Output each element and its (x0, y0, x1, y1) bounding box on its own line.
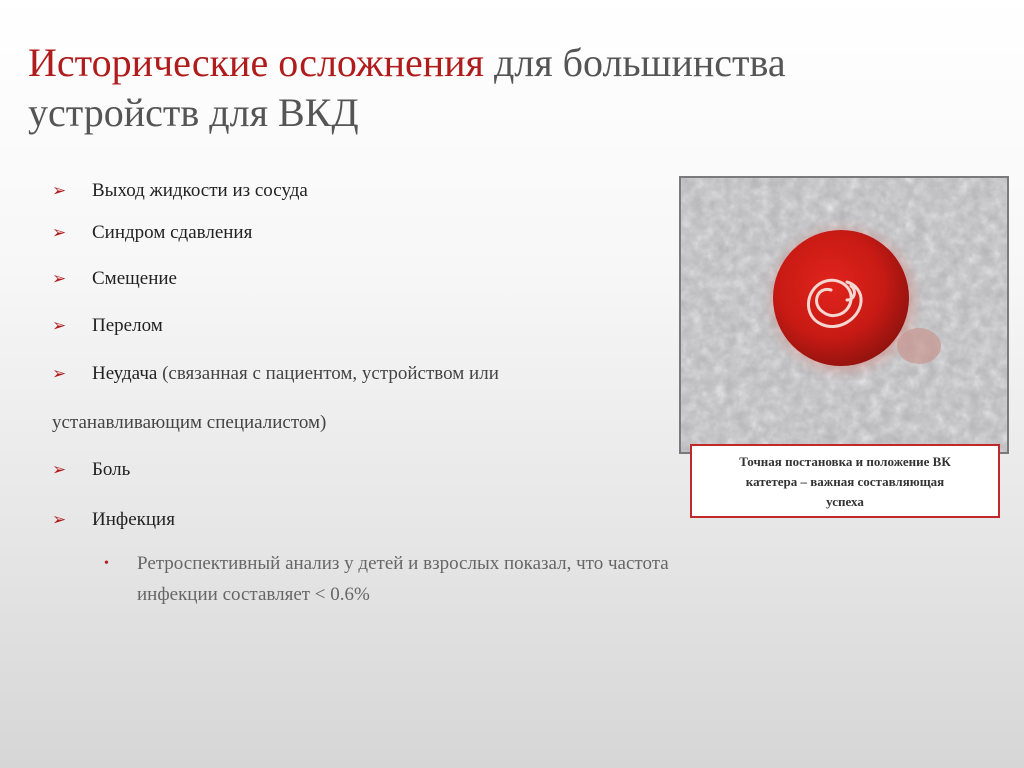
sub-bullet-line1: Ретроспективный анализ у детей и взрослых показал, что частота (137, 553, 669, 574)
caption-line2: катетера – важная составляющая (745, 474, 945, 489)
catheter-photo-image (681, 178, 1007, 452)
arrow-bullet-icon: ➢ (52, 460, 67, 479)
arrow-bullet-icon: ➢ (52, 269, 67, 288)
title-rest: для большинства (483, 40, 786, 85)
bullet-text: Смещение (92, 268, 177, 289)
arrow-bullet-icon: ➢ (52, 510, 67, 529)
sub-bullet (104, 548, 669, 610)
bullet-text: Боль (92, 459, 131, 480)
bullet-text: Синдром сдавления (92, 222, 253, 243)
photo-caption (690, 444, 1000, 518)
catheter-photo (679, 176, 1009, 454)
bullet-item (52, 268, 177, 290)
bullet-item (52, 222, 252, 244)
bullet-item (52, 363, 499, 385)
slide-title (28, 38, 928, 138)
arrow-bullet-icon: ➢ (52, 181, 67, 200)
bullet-text: Инфекция (92, 509, 175, 530)
sub-bullet-line2: инфекции составляет < 0.6% (137, 584, 370, 605)
bullet-text: Перелом (92, 315, 163, 336)
bullet-item (52, 315, 163, 337)
arrow-bullet-icon: ➢ (52, 364, 67, 383)
bullet-item (52, 509, 175, 531)
bullet-continuation: устанавливающим специалистом) (52, 412, 327, 433)
arrow-bullet-icon: ➢ (52, 316, 67, 335)
bullet-text: Неудача (92, 363, 158, 384)
bullet-text: Выход жидкости из сосуда (92, 180, 308, 201)
title-line2: устройств для ВКД (28, 90, 359, 135)
arrow-bullet-icon: ➢ (52, 223, 67, 242)
bullet-item (52, 459, 130, 481)
caption-line1: Точная постановка и положение ВК (739, 454, 951, 469)
bullet-item (52, 180, 308, 202)
caption-line3: успеха (826, 494, 864, 509)
title-accent: Исторические осложнения (28, 40, 484, 85)
dot-bullet-icon: • (104, 556, 109, 571)
bullet-detail: (связанная с пациентом, устройством или (157, 363, 499, 384)
